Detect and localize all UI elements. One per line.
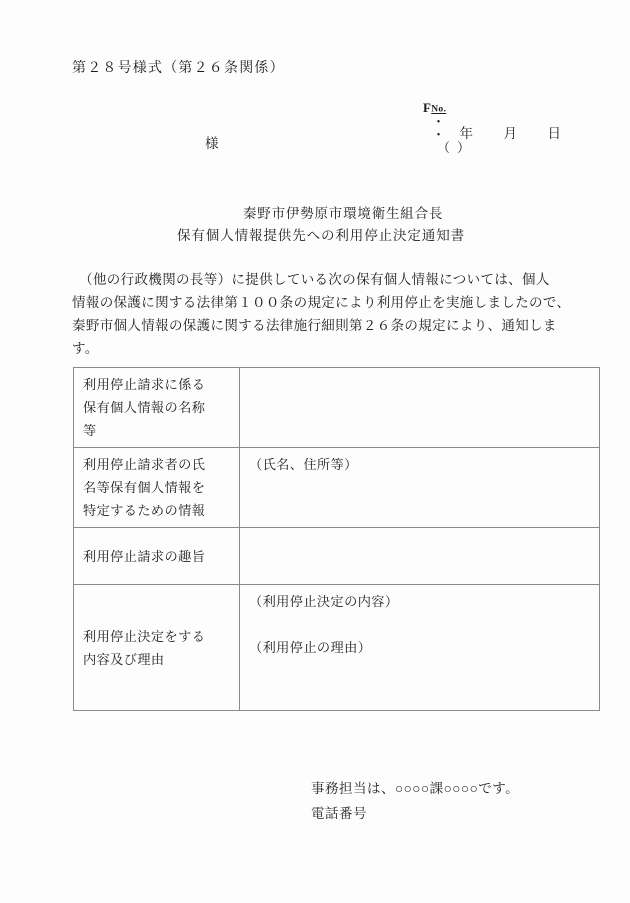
table-row-label [74,448,240,528]
date-day-label: 日 [547,125,561,141]
label-line: 利用停止請求の趣旨 [83,548,206,564]
label-line: 等 [83,423,97,438]
addressee-honorific: 様 [205,136,220,151]
body-line: 情報の保護に関する法律第１００条の規定により利用停止を実施しましたので、 [72,295,571,310]
table-row [74,528,600,585]
footer-contact-note [311,776,519,826]
table-row-value[interactable] [240,585,600,711]
table-row [74,368,600,448]
form-number: 第２８号様式（第２６条関係） [72,61,285,76]
value-line: （氏名、住所等） [249,457,358,472]
table-row-value[interactable] [240,448,600,528]
label-line: 保有個人情報の名称 [83,400,206,415]
value-line: （利用停止の理由） [249,640,372,655]
reference-dot-2: ・ [432,127,446,142]
footer-line: 電話番号 [311,806,367,821]
label-line: 利用停止決定をする [83,628,206,644]
table-row [74,585,600,711]
label-line: 利用停止請求に係る [83,377,206,392]
table-row-label [74,585,240,711]
body-line: 秦野市個人情報の保護に関する法律施行細則第２６条の規定により、通知しま [72,318,557,333]
body-line: す。 [72,341,99,356]
page-title: 保有個人情報提供先への利用停止決定通知書 [177,228,465,243]
value-blank-line [249,682,591,705]
date-line [446,113,592,154]
date-year-label: 年 [459,125,473,141]
value-line: （利用停止決定の内容） [249,594,399,609]
table-row-label [74,528,240,585]
label-line: 名等保有個人情報を [83,480,206,495]
reference-paren-open: （ [437,140,458,155]
issuing-authority: 秦野市伊勢原市環境衛生組合長 [243,206,444,221]
value-blank-line [249,533,591,556]
value-blank-line [249,613,591,636]
value-blank-line [249,556,591,579]
table-row-label [74,368,240,448]
footer-line: 事務担当は、○○○○課○○○○です。 [311,781,520,796]
value-blank-line [249,419,591,442]
label-line: 内容及び理由 [83,651,165,667]
date-month-label: 月 [503,125,517,141]
body-paragraph [72,268,571,360]
reference-label [423,100,446,115]
table-row [74,448,600,528]
reference-dot-1: ・ [432,114,446,129]
table-row-value[interactable] [240,368,600,448]
label-line: 利用停止請求者の氏 [83,457,206,472]
body-line: （他の行政機関の長等）に提供している次の保有個人情報については、個人 [72,272,550,287]
value-blank-line [249,476,591,499]
reference-label-no: No. [431,104,447,115]
reference-paren-close: ） [457,140,478,155]
label-line: 特定するための情報 [83,503,206,518]
value-blank-line [249,396,591,419]
table-row-value[interactable] [240,528,600,585]
value-blank-line [249,373,591,396]
value-blank-line [249,659,591,682]
value-blank-line [249,499,591,522]
information-table [73,367,600,711]
reference-label-prefix: F [423,100,432,115]
